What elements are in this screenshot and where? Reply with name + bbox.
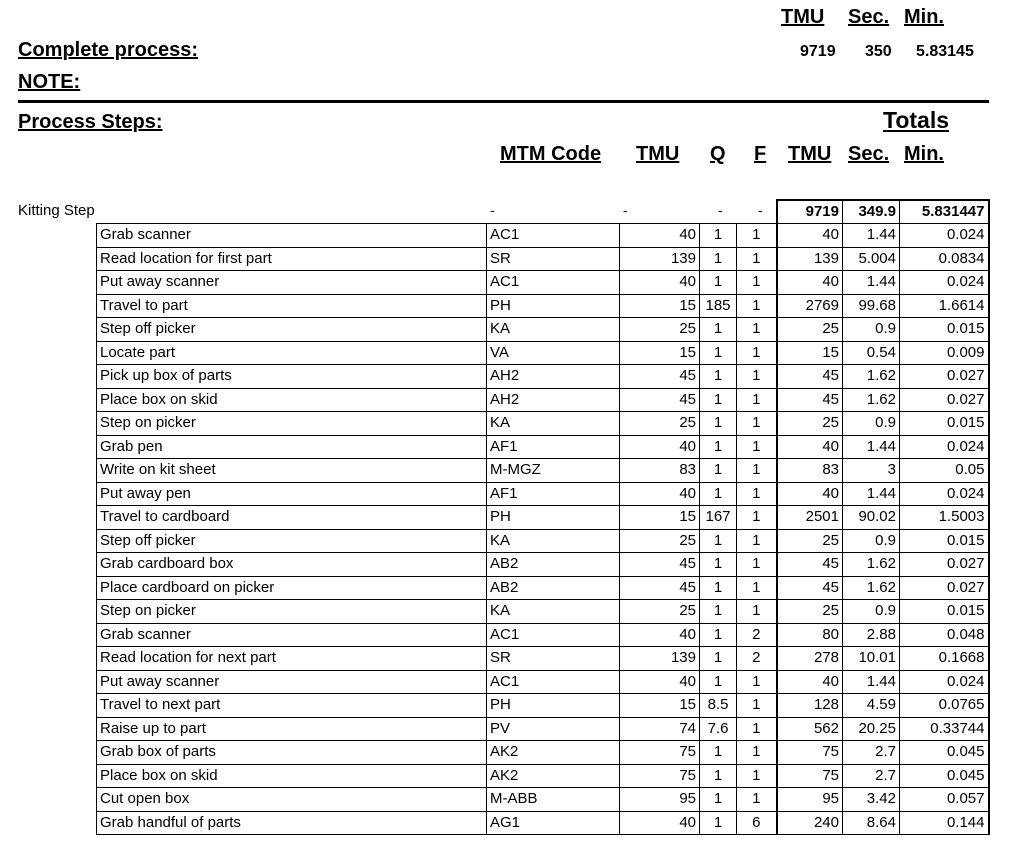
table-row (97, 576, 989, 600)
step-total-tmu: 139 (777, 247, 843, 271)
table-row (97, 717, 989, 741)
step-sec: 1.44 (843, 670, 900, 694)
step-total-tmu: 45 (777, 553, 843, 577)
step-description: Cut open box (97, 788, 487, 812)
step-min: 0.027 (900, 388, 989, 412)
step-description: Grab scanner (97, 623, 487, 647)
step-sec: 0.9 (843, 412, 900, 436)
step-tmu: 40 (620, 811, 700, 835)
step-mtm-code: AG1 (487, 811, 620, 835)
step-total-tmu: 2501 (777, 506, 843, 530)
spacer-cell (487, 200, 620, 224)
table-row (97, 670, 989, 694)
table-row (97, 553, 989, 577)
step-q: 185 (700, 294, 737, 318)
step-mtm-code: KA (487, 318, 620, 342)
col-header-q: Q (710, 143, 726, 165)
step-total-tmu: 128 (777, 694, 843, 718)
summary-sec-value: 350 (865, 43, 892, 60)
step-sec: 3.42 (843, 788, 900, 812)
step-f: 1 (737, 576, 777, 600)
step-min: 0.048 (900, 623, 989, 647)
step-sec: 1.62 (843, 553, 900, 577)
step-total-tmu: 40 (777, 435, 843, 459)
col-header-f: F (754, 143, 767, 165)
step-description: Read location for first part (97, 247, 487, 271)
step-min: 0.045 (900, 764, 989, 788)
step-min: 0.057 (900, 788, 989, 812)
step-q: 1 (700, 741, 737, 765)
step-tmu: 139 (620, 247, 700, 271)
step-tmu: 40 (620, 482, 700, 506)
step-q: 1 (700, 271, 737, 295)
step-mtm-code: KA (487, 529, 620, 553)
step-q: 1 (700, 435, 737, 459)
kitting-total-tmu: 9719 (777, 200, 843, 224)
step-sec: 1.62 (843, 388, 900, 412)
step-mtm-code: AH2 (487, 388, 620, 412)
step-min: 0.027 (900, 576, 989, 600)
step-min: 0.024 (900, 435, 989, 459)
kitting-dash-tmu: - (623, 202, 628, 218)
step-description: Place box on skid (97, 388, 487, 412)
step-tmu: 45 (620, 576, 700, 600)
step-f: 1 (737, 388, 777, 412)
step-min: 0.027 (900, 553, 989, 577)
table-row (97, 365, 989, 389)
step-f: 1 (737, 670, 777, 694)
step-f: 1 (737, 435, 777, 459)
step-q: 1 (700, 788, 737, 812)
step-sec: 0.54 (843, 341, 900, 365)
step-description: Grab pen (97, 435, 487, 459)
step-description: Grab handful of parts (97, 811, 487, 835)
step-f: 1 (737, 294, 777, 318)
step-description: Travel to next part (97, 694, 487, 718)
table-row (97, 600, 989, 624)
step-f: 1 (737, 224, 777, 248)
step-sec: 0.9 (843, 529, 900, 553)
step-q: 1 (700, 224, 737, 248)
step-total-tmu: 40 (777, 224, 843, 248)
step-q: 1 (700, 647, 737, 671)
step-min: 0.144 (900, 811, 989, 835)
step-mtm-code: KA (487, 412, 620, 436)
step-q: 1 (700, 529, 737, 553)
step-total-tmu: 45 (777, 576, 843, 600)
step-total-tmu: 15 (777, 341, 843, 365)
step-description: Place cardboard on picker (97, 576, 487, 600)
step-mtm-code: AC1 (487, 271, 620, 295)
totals-label: Totals (883, 107, 950, 133)
step-tmu: 75 (620, 741, 700, 765)
table-row (97, 341, 989, 365)
step-q: 1 (700, 247, 737, 271)
step-min: 0.05 (900, 459, 989, 483)
step-tmu: 40 (620, 623, 700, 647)
step-mtm-code: AC1 (487, 224, 620, 248)
step-tmu: 40 (620, 271, 700, 295)
step-mtm-code: PH (487, 294, 620, 318)
step-sec: 3 (843, 459, 900, 483)
step-sec: 2.7 (843, 741, 900, 765)
step-description: Step on picker (97, 412, 487, 436)
step-sec: 1.44 (843, 482, 900, 506)
step-tmu: 45 (620, 388, 700, 412)
step-sec: 1.44 (843, 435, 900, 459)
step-mtm-code: PV (487, 717, 620, 741)
step-min: 0.024 (900, 482, 989, 506)
step-mtm-code: AH2 (487, 365, 620, 389)
step-tmu: 25 (620, 600, 700, 624)
step-total-tmu: 25 (777, 412, 843, 436)
step-description: Grab box of parts (97, 741, 487, 765)
process-steps-label: Process Steps: (18, 111, 163, 133)
step-q: 7.6 (700, 717, 737, 741)
step-sec: 1.62 (843, 576, 900, 600)
step-min: 0.015 (900, 529, 989, 553)
kitting-dash-q: - (718, 202, 723, 218)
kitting-total-min: 5.831447 (900, 200, 989, 224)
table-row (97, 435, 989, 459)
step-mtm-code: AF1 (487, 435, 620, 459)
step-f: 1 (737, 341, 777, 365)
table-row (97, 388, 989, 412)
summary-sec-header: Sec. (848, 6, 890, 28)
spacer-cell (700, 200, 737, 224)
step-mtm-code: KA (487, 600, 620, 624)
step-q: 1 (700, 623, 737, 647)
step-f: 1 (737, 365, 777, 389)
step-tmu: 75 (620, 764, 700, 788)
step-sec: 2.7 (843, 764, 900, 788)
step-total-tmu: 240 (777, 811, 843, 835)
step-total-tmu: 40 (777, 482, 843, 506)
step-total-tmu: 562 (777, 717, 843, 741)
table-row (97, 459, 989, 483)
step-mtm-code: AF1 (487, 482, 620, 506)
step-sec: 1.44 (843, 271, 900, 295)
step-q: 8.5 (700, 694, 737, 718)
col-header-min: Min. (904, 143, 944, 165)
step-f: 1 (737, 459, 777, 483)
step-f: 1 (737, 506, 777, 530)
step-min: 0.024 (900, 271, 989, 295)
step-q: 1 (700, 388, 737, 412)
table-row (97, 247, 989, 271)
step-total-tmu: 40 (777, 670, 843, 694)
step-f: 1 (737, 529, 777, 553)
table-row (97, 529, 989, 553)
step-f: 1 (737, 694, 777, 718)
step-sec: 1.62 (843, 365, 900, 389)
step-description: Grab scanner (97, 224, 487, 248)
col-header-tmu: TMU (636, 143, 680, 165)
step-tmu: 95 (620, 788, 700, 812)
step-sec: 20.25 (843, 717, 900, 741)
note-label: NOTE: (18, 71, 81, 93)
step-q: 1 (700, 365, 737, 389)
step-min: 0.33744 (900, 717, 989, 741)
step-description: Raise up to part (97, 717, 487, 741)
table-row (97, 224, 989, 248)
step-sec: 1.44 (843, 224, 900, 248)
kitting-dash-code: - (490, 202, 495, 218)
step-mtm-code: AC1 (487, 623, 620, 647)
kitting-dash-f: - (758, 202, 763, 218)
step-mtm-code: AB2 (487, 553, 620, 577)
step-f: 1 (737, 717, 777, 741)
step-min: 0.0834 (900, 247, 989, 271)
process-steps-table (96, 199, 990, 835)
step-total-tmu: 25 (777, 529, 843, 553)
step-q: 1 (700, 670, 737, 694)
step-min: 0.0765 (900, 694, 989, 718)
step-mtm-code: M-ABB (487, 788, 620, 812)
table-row (97, 623, 989, 647)
step-mtm-code: SR (487, 647, 620, 671)
table-row (97, 811, 989, 835)
step-min: 0.015 (900, 600, 989, 624)
spacer-cell (737, 200, 777, 224)
step-q: 1 (700, 482, 737, 506)
step-sec: 0.9 (843, 318, 900, 342)
step-description: Put away scanner (97, 670, 487, 694)
step-total-tmu: 95 (777, 788, 843, 812)
step-description: Step on picker (97, 600, 487, 624)
table-row (97, 694, 989, 718)
step-min: 0.1668 (900, 647, 989, 671)
step-tmu: 139 (620, 647, 700, 671)
step-tmu: 83 (620, 459, 700, 483)
step-tmu: 15 (620, 341, 700, 365)
step-description: Put away scanner (97, 271, 487, 295)
step-total-tmu: 83 (777, 459, 843, 483)
step-description: Locate part (97, 341, 487, 365)
step-sec: 2.88 (843, 623, 900, 647)
step-q: 1 (700, 412, 737, 436)
step-q: 1 (700, 764, 737, 788)
step-mtm-code: M-MGZ (487, 459, 620, 483)
step-mtm-code: PH (487, 506, 620, 530)
table-row (97, 741, 989, 765)
step-q: 1 (700, 600, 737, 624)
step-total-tmu: 45 (777, 388, 843, 412)
step-f: 1 (737, 271, 777, 295)
step-sec: 10.01 (843, 647, 900, 671)
step-description: Read location for next part (97, 647, 487, 671)
step-tmu: 45 (620, 553, 700, 577)
step-sec: 4.59 (843, 694, 900, 718)
step-tmu: 25 (620, 318, 700, 342)
step-description: Put away pen (97, 482, 487, 506)
table-row (97, 412, 989, 436)
step-tmu: 15 (620, 294, 700, 318)
table-row (97, 271, 989, 295)
step-mtm-code: AC1 (487, 670, 620, 694)
kitting-total-sec: 349.9 (843, 200, 900, 224)
step-description: Write on kit sheet (97, 459, 487, 483)
table-row (97, 764, 989, 788)
step-mtm-code: AK2 (487, 741, 620, 765)
step-f: 1 (737, 741, 777, 765)
step-description: Travel to cardboard (97, 506, 487, 530)
step-mtm-code: SR (487, 247, 620, 271)
step-f: 1 (737, 553, 777, 577)
step-min: 0.027 (900, 365, 989, 389)
step-f: 2 (737, 623, 777, 647)
step-total-tmu: 25 (777, 318, 843, 342)
spacer-cell (620, 200, 700, 224)
step-min: 0.015 (900, 318, 989, 342)
col-header-tmu-total: TMU (788, 143, 832, 165)
summary-tmu-header: TMU (781, 6, 825, 28)
step-total-tmu: 25 (777, 600, 843, 624)
step-total-tmu: 75 (777, 741, 843, 765)
kitting-totals-row (97, 200, 989, 224)
complete-process-label: Complete process: (18, 39, 199, 61)
step-q: 1 (700, 459, 737, 483)
step-sec: 0.9 (843, 600, 900, 624)
summary-tmu-value: 9719 (800, 43, 836, 60)
summary-min-header: Min. (904, 6, 944, 28)
step-sec: 5.004 (843, 247, 900, 271)
step-q: 1 (700, 341, 737, 365)
table-row (97, 318, 989, 342)
step-description: Step off picker (97, 529, 487, 553)
step-f: 1 (737, 247, 777, 271)
step-min: 1.5003 (900, 506, 989, 530)
step-min: 0.009 (900, 341, 989, 365)
step-f: 6 (737, 811, 777, 835)
step-tmu: 25 (620, 529, 700, 553)
step-description: Travel to part (97, 294, 487, 318)
step-total-tmu: 75 (777, 764, 843, 788)
step-sec: 8.64 (843, 811, 900, 835)
table-row (97, 788, 989, 812)
step-tmu: 40 (620, 670, 700, 694)
step-description: Grab cardboard box (97, 553, 487, 577)
table-row (97, 506, 989, 530)
step-min: 0.045 (900, 741, 989, 765)
step-f: 1 (737, 318, 777, 342)
step-f: 1 (737, 788, 777, 812)
step-f: 1 (737, 482, 777, 506)
step-min: 0.024 (900, 670, 989, 694)
step-tmu: 45 (620, 365, 700, 389)
step-total-tmu: 2769 (777, 294, 843, 318)
step-f: 1 (737, 600, 777, 624)
spacer-cell (97, 200, 487, 224)
step-q: 1 (700, 553, 737, 577)
step-min: 1.6614 (900, 294, 989, 318)
step-min: 0.015 (900, 412, 989, 436)
step-q: 1 (700, 811, 737, 835)
step-total-tmu: 40 (777, 271, 843, 295)
summary-min-value: 5.83145 (916, 43, 974, 60)
col-header-sec: Sec. (848, 143, 890, 165)
step-f: 1 (737, 764, 777, 788)
step-description: Pick up box of parts (97, 365, 487, 389)
step-description: Step off picker (97, 318, 487, 342)
section-divider (18, 100, 989, 103)
step-mtm-code: VA (487, 341, 620, 365)
step-total-tmu: 80 (777, 623, 843, 647)
table-row (97, 482, 989, 506)
step-tmu: 74 (620, 717, 700, 741)
step-q: 1 (700, 576, 737, 600)
step-q: 167 (700, 506, 737, 530)
step-tmu: 40 (620, 435, 700, 459)
table-row (97, 647, 989, 671)
step-mtm-code: AB2 (487, 576, 620, 600)
step-sec: 90.02 (843, 506, 900, 530)
kitting-step-title: Kitting Step (18, 202, 95, 219)
step-tmu: 15 (620, 694, 700, 718)
step-min: 0.024 (900, 224, 989, 248)
col-header-mtm-code: MTM Code (500, 143, 602, 165)
step-total-tmu: 45 (777, 365, 843, 389)
step-f: 2 (737, 647, 777, 671)
table-row (97, 294, 989, 318)
step-tmu: 15 (620, 506, 700, 530)
step-description: Place box on skid (97, 764, 487, 788)
step-f: 1 (737, 412, 777, 436)
step-mtm-code: AK2 (487, 764, 620, 788)
step-mtm-code: PH (487, 694, 620, 718)
step-q: 1 (700, 318, 737, 342)
step-tmu: 40 (620, 224, 700, 248)
step-total-tmu: 278 (777, 647, 843, 671)
step-tmu: 25 (620, 412, 700, 436)
step-sec: 99.68 (843, 294, 900, 318)
